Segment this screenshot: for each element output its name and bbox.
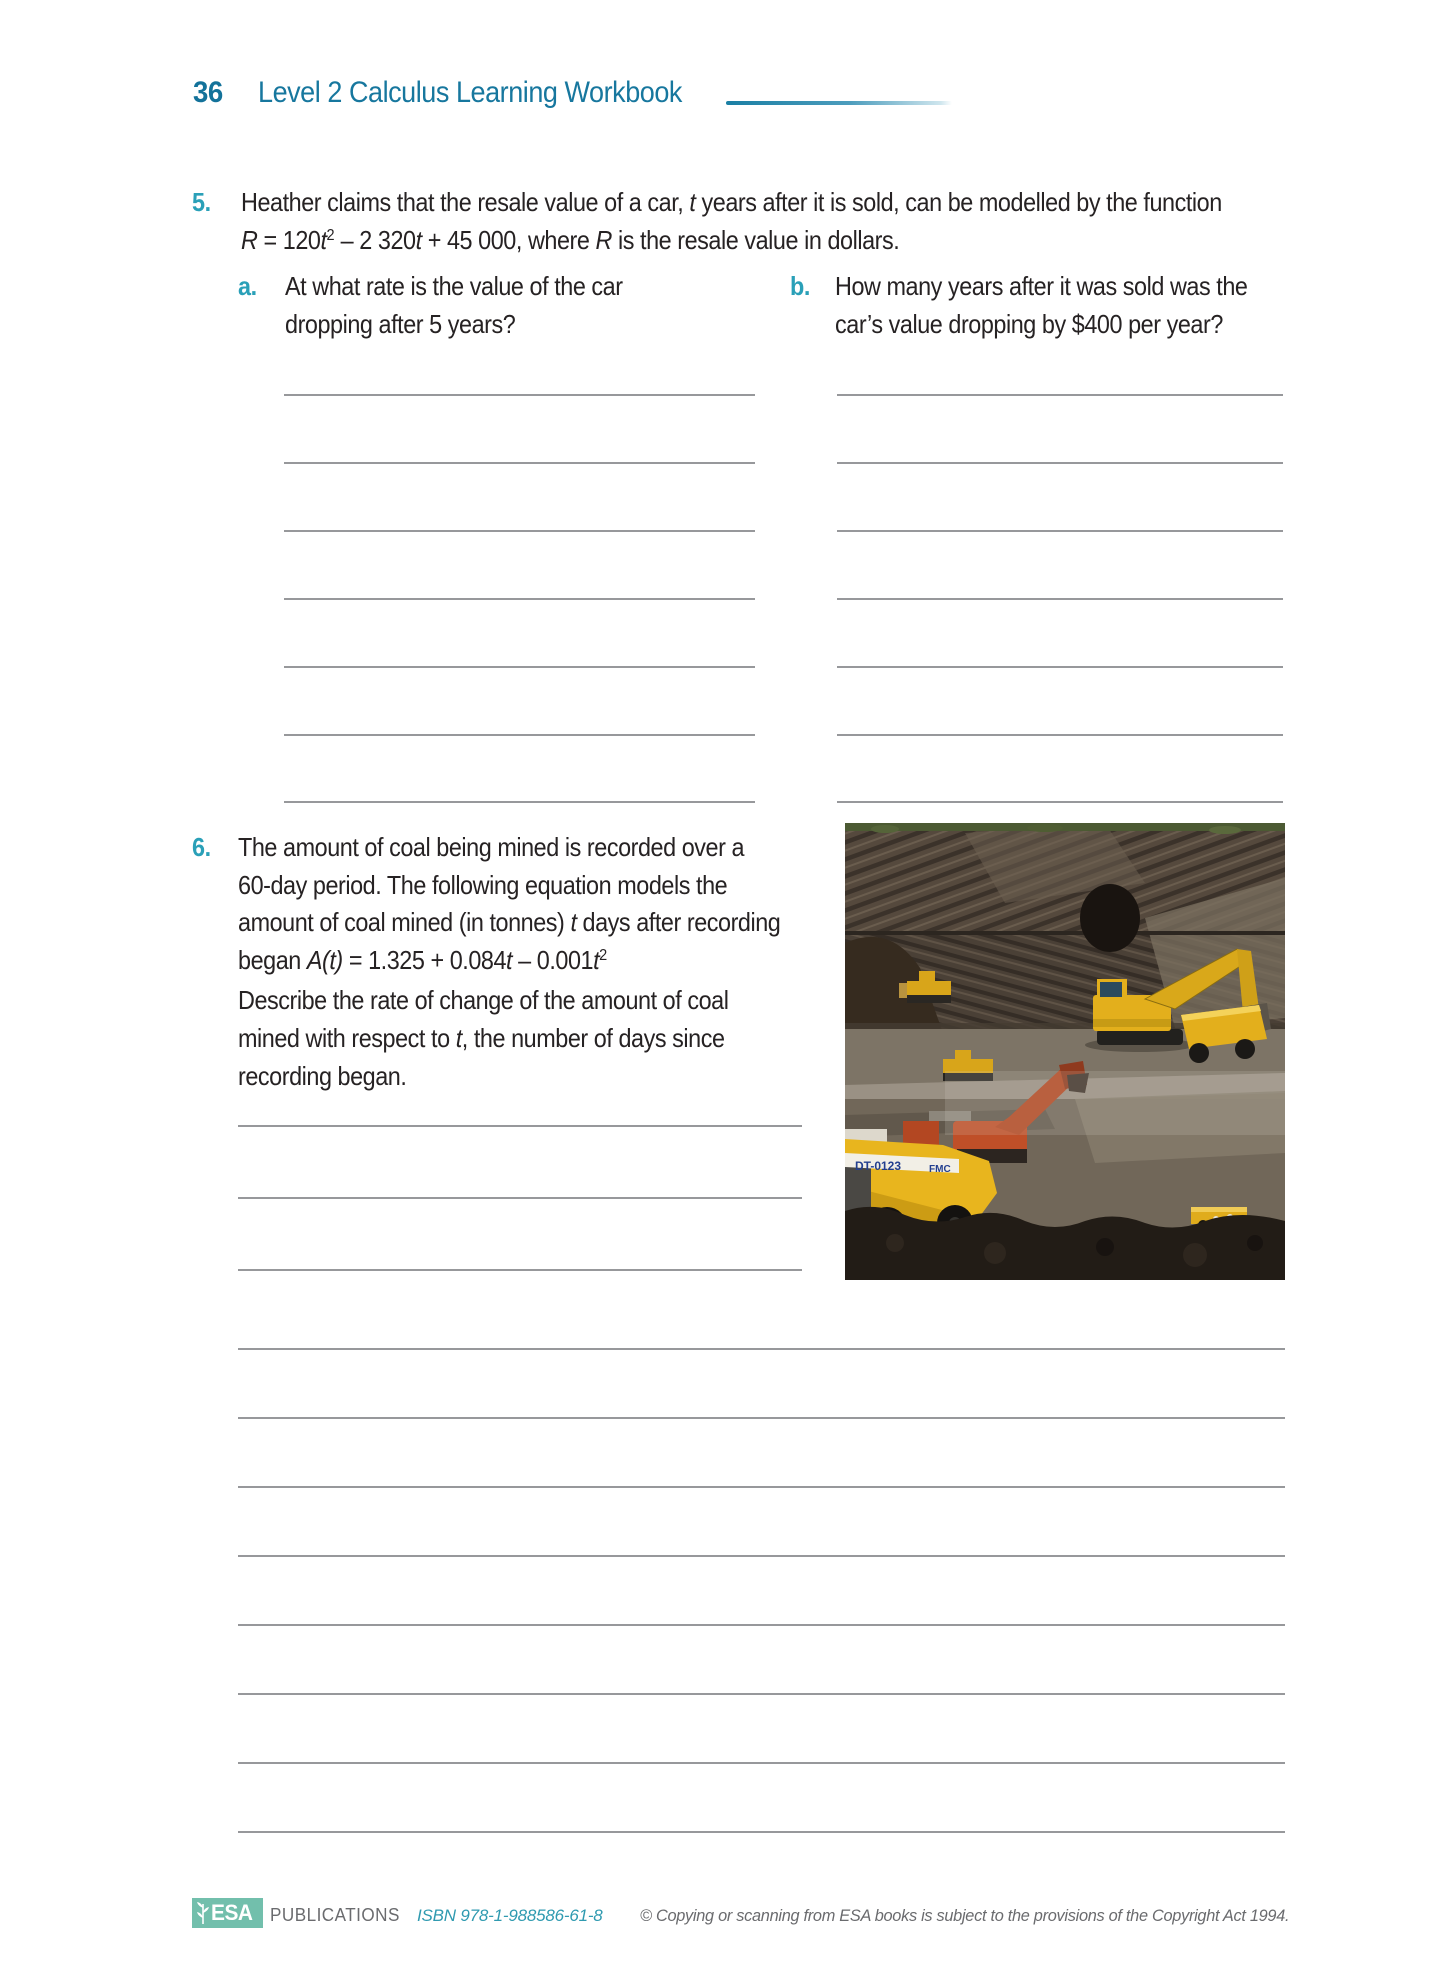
answer-line[interactable] — [837, 394, 1283, 396]
header-rule — [726, 101, 952, 105]
answer-line[interactable] — [284, 462, 755, 464]
mine-cave — [1080, 884, 1140, 952]
q6-text-line-7: recording began. — [238, 1061, 407, 1091]
answer-line[interactable] — [238, 1555, 1285, 1557]
answer-line[interactable] — [238, 1831, 1285, 1833]
page-number: 36 — [193, 76, 223, 109]
q5-number: 5. — [192, 187, 211, 217]
q5-intro-line-1: Heather claims that the resale value of a car, t years after it is sold, can be modelled by the function — [241, 187, 1222, 217]
answer-line[interactable] — [837, 598, 1283, 600]
answer-line[interactable] — [284, 394, 755, 396]
q6-number: 6. — [192, 832, 211, 862]
plant-icon — [195, 1901, 211, 1925]
esa-logo-text: ESA — [211, 1900, 253, 1925]
answer-line[interactable] — [284, 801, 755, 803]
answer-line[interactable] — [238, 1693, 1285, 1695]
answer-line[interactable] — [284, 530, 755, 532]
answer-line[interactable] — [837, 666, 1283, 668]
q6-text-line-4: began $A(t) = 1.325 + 0.084t - 0.001t^2$ — [238, 945, 608, 975]
q5b-marker: b. — [790, 271, 810, 301]
answer-line[interactable] — [238, 1197, 802, 1199]
answer-line[interactable] — [284, 734, 755, 736]
answer-line[interactable] — [837, 530, 1283, 532]
dust-haze — [945, 1071, 1285, 1135]
answer-line[interactable] — [837, 734, 1283, 736]
q5-intro-line-2: $R = 120t^2 - 2$ 320t + 45 000, where R is the resale value in dollars. — [241, 225, 900, 255]
q6-text-line-3: amount of coal mined (in tonnes) t days after recording — [238, 907, 781, 937]
answer-line[interactable] — [238, 1348, 1285, 1350]
q6-text-line-1: The amount of coal being mined is recorded over a — [238, 832, 745, 862]
answer-line[interactable] — [238, 1624, 1285, 1626]
answer-line[interactable] — [238, 1762, 1285, 1764]
answer-line[interactable] — [837, 801, 1283, 803]
answer-line[interactable] — [284, 666, 755, 668]
copyright-text: © Copying or scanning from ESA books is subject to the provisions of the Copyright Act 1994. — [640, 1906, 1290, 1925]
publisher-name: PUBLICATIONS — [270, 1905, 400, 1925]
page-title: Level 2 Calculus Learning Workbook — [258, 76, 682, 109]
answer-line[interactable] — [238, 1269, 802, 1271]
q5a-text-line-2: dropping after 5 years? — [285, 309, 516, 339]
mine-photo — [845, 823, 1285, 1280]
answer-line[interactable] — [238, 1125, 802, 1127]
truck-label-fmc: FMC — [929, 1164, 951, 1175]
q6-text-line-5: Describe the rate of change of the amount of coal — [238, 985, 729, 1015]
answer-line[interactable] — [837, 462, 1283, 464]
truck-label-dt0123: DT-0123 — [855, 1159, 902, 1173]
answer-line[interactable] — [238, 1417, 1285, 1419]
q5a-text-line-1: At what rate is the value of the car — [285, 271, 623, 301]
answer-line[interactable] — [284, 598, 755, 600]
q5b-text-line-2: car’s value dropping by $400 per year? — [835, 309, 1223, 339]
q6-text-line-6: mined with respect to t, the number of days since — [238, 1023, 725, 1053]
esa-logo — [192, 1898, 263, 1928]
answer-line[interactable] — [238, 1486, 1285, 1488]
q6-text-line-2: 60-day period. The following equation models the — [238, 870, 728, 900]
q5a-marker: a. — [238, 271, 257, 301]
q5b-text-line-1: How many years after it was sold was the — [835, 271, 1248, 301]
mine-photo-illustration — [845, 823, 1285, 1280]
isbn-text: ISBN 978-1-988586-61-8 — [417, 1906, 603, 1925]
